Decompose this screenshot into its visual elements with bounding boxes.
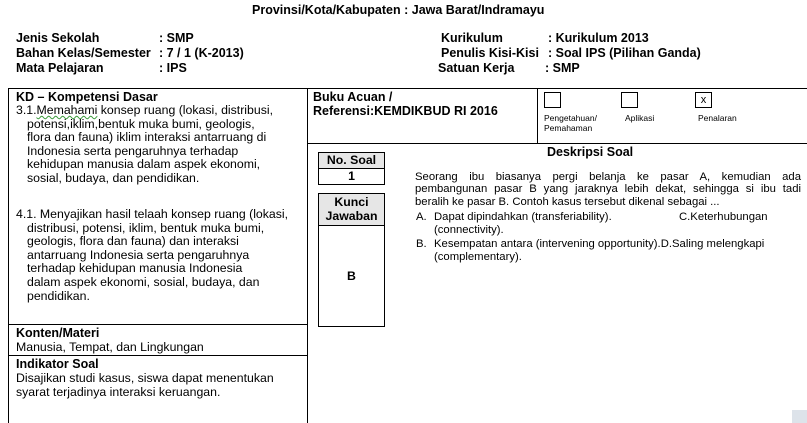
kd-line: dalam aspek ekonomi, sosial, budaya, dan — [27, 274, 260, 289]
indikator-line: syarat terjadinya interaksi keruangan. — [16, 385, 221, 399]
info-value: : Soal IPS (Pilihan Ganda) — [548, 46, 701, 60]
table-border-left — [8, 88, 9, 423]
kunci-jawaban-box — [318, 193, 385, 327]
kunci-value: B — [347, 269, 356, 283]
kd-line: Indonesia serta pengaruhnya terhadap — [27, 143, 239, 158]
stem-line: pembangunan pasar B yang jaraknya lebih dekat, sehingga si ibu tadi — [415, 183, 801, 196]
info-value: : SMP — [545, 61, 580, 75]
konten-text: Manusia, Tempat, dan Lingkungan — [16, 340, 204, 354]
kunci-label: Kunci — [334, 195, 369, 209]
indikator-line: Disajikan studi kasus, siswa dapat menentukan — [16, 371, 274, 385]
kunci-header — [319, 194, 384, 226]
option-a-letter: A. — [416, 211, 427, 223]
kd-line: kehidupan manusia dalam aspek ekonomi, — [27, 157, 261, 172]
kd-item-1 — [16, 104, 306, 186]
jawaban-label: Jawaban — [325, 209, 378, 223]
info-label: Satuan Kerja — [438, 61, 515, 75]
kd-item-2 — [16, 208, 306, 303]
kd-line: geologis, flora dan fauna) dan interaksi — [27, 234, 239, 249]
option-b-text-cont: (complementary). — [434, 251, 522, 263]
info-value: : Kurikulum 2013 — [548, 31, 649, 45]
soal-stem — [415, 171, 801, 208]
table-border-top — [8, 88, 807, 89]
option-b-text: Kesempatan antara (intervening opportunity).D.Saling melengkapi — [434, 238, 765, 250]
kd-line: flora dan fauna) iklim interaksi antarruang di — [27, 130, 267, 145]
info-label: Bahan Kelas/Semester — [16, 46, 151, 60]
scroll-corner — [792, 410, 807, 423]
buku-referensi: Referensi:KEMDIKBUD RI 2016 — [313, 104, 498, 118]
level-label: Pemahaman — [544, 123, 593, 133]
row-divider — [8, 324, 307, 325]
option-c-text: C.Keterhubungan — [679, 211, 768, 223]
row-divider — [8, 355, 307, 356]
no-soal-box — [318, 152, 385, 185]
no-soal-label: No. Soal — [319, 153, 384, 169]
level-label: Aplikasi — [625, 113, 655, 123]
info-value: : SMP — [159, 31, 194, 45]
kd-line: 4.1. Menyajikan hasil telaah konsep ruang (lokasi, — [16, 207, 289, 221]
row-divider — [307, 143, 807, 144]
option-b-letter: B. — [416, 238, 427, 250]
kd-line: antarruang Indonesia serta pengaruhnya — [27, 247, 250, 262]
pengetahuan-checkbox[interactable] — [544, 92, 561, 108]
option-a-text-cont: (connectivity). — [434, 224, 504, 236]
aplikasi-checkbox[interactable] — [621, 92, 638, 108]
kd-line: potensi,iklim,bentuk muka bumi, geologis, — [27, 116, 255, 131]
page-title: Provinsi/Kota/Kabupaten : Jawa Barat/Indramayu — [252, 3, 545, 17]
info-label: Kurikulum — [441, 31, 503, 45]
info-value: : 7 / 1 (K-2013) — [159, 46, 244, 60]
info-label: Jenis Sekolah — [16, 31, 100, 45]
kd-line: sosial, budaya, dan pendidikan. — [27, 170, 200, 185]
indikator-heading: Indikator Soal — [16, 357, 99, 371]
level-divider — [537, 88, 538, 143]
kd-line: konsep ruang (lokasi, distribusi, — [97, 103, 274, 117]
column-divider — [307, 88, 308, 423]
info-value: : IPS — [159, 61, 187, 75]
kd-heading: KD – Kompetensi Dasar — [16, 90, 158, 104]
deskripsi-heading: Deskripsi Soal — [547, 145, 634, 159]
kd-item-1-first-word: Memahami — [36, 103, 98, 117]
no-soal-value: 1 — [348, 169, 355, 183]
kd-line: terhadap kehidupan manusia Indonesia — [27, 261, 243, 276]
level-label: Penalaran — [698, 113, 737, 123]
stem-line: beralih ke pasar B. Contoh kasus tersebut dikenal sebagai ... — [415, 195, 720, 208]
info-label: Penulis Kisi-Kisi — [441, 46, 539, 60]
kd-item-1-number: 3.1. — [16, 103, 37, 117]
kd-line: pendidikan. — [27, 288, 90, 303]
buku-acuan-label: Buku Acuan / — [313, 90, 393, 104]
kd-line: distribusi, potensi, iklim, bentuk muka bumi, — [27, 220, 265, 235]
penalaran-checkbox[interactable]: x — [695, 92, 712, 108]
stem-line: Seorang ibu biasanya pergi belanja ke pasar A, kemudian ada — [415, 171, 801, 183]
konten-heading: Konten/Materi — [16, 326, 100, 340]
info-label: Mata Pelajaran — [16, 61, 104, 75]
level-label: Pengetahuan/ — [544, 113, 597, 123]
option-a-text: Dapat dipindahkan (transferiability). — [434, 211, 612, 223]
